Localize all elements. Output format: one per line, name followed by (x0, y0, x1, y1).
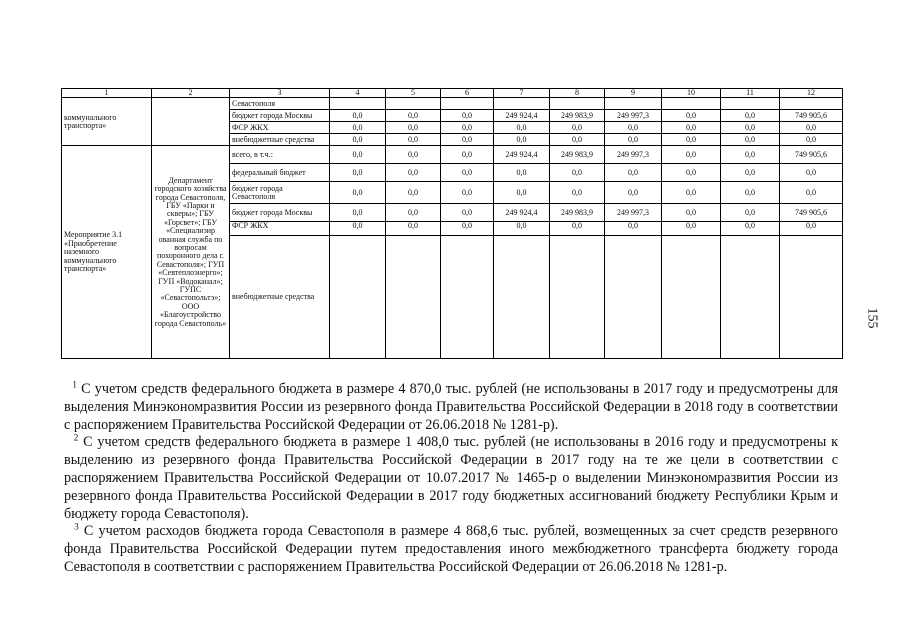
value-cell: 0,0 (330, 182, 386, 204)
column-header: 5 (386, 89, 441, 98)
column-header: 1 (62, 89, 152, 98)
value-cell: 0,0 (386, 122, 441, 134)
value-cell: 0,0 (662, 222, 721, 236)
table-header-row (62, 89, 843, 98)
value-cell: 0,0 (780, 164, 843, 182)
value-cell: 749 905,6 (780, 204, 843, 222)
value-cell: 0,0 (494, 222, 550, 236)
value-cell: 249 997,3 (605, 110, 662, 122)
value-cell: 749 905,6 (780, 110, 843, 122)
footnote-1: $^1$ С учетом средств федерального бюджета в размере 4 870,0 тыс. рублей (не использованы в 2017 году и предусмотрены для выделения Минэкономразвития России из резервного фонда Правительства Российской Федерации в 2018 году в соответствии с распоряжением Правительства Российской Федерации от 26.06.2018 № 1281-р). (64, 379, 839, 433)
funding-source-cell: бюджет города Севастополя (230, 182, 330, 204)
value-cell: 0,0 (605, 122, 662, 134)
value-cell (662, 236, 721, 359)
value-cell: 0,0 (721, 164, 780, 182)
value-cell: 0,0 (494, 182, 550, 204)
table-row (62, 146, 843, 164)
footnote-3: $^3$ С учетом расходов бюджета города Севастополя в размере 4 868,6 тыс. рублей, возмещенных за счет средств резервного фонда Правительства Российской Федерации путем предоставления иного межбюджетного трансферта бюджету города Севастополя в соответствии с распоряжением Правительства Российской Федерации от 26.06.2018 № 1281-р. (64, 521, 839, 575)
value-cell: 0,0 (780, 222, 843, 236)
executor-cell (152, 98, 230, 146)
funding-source-cell: ФСР ЖКХ (230, 122, 330, 134)
column-header: 4 (330, 89, 386, 98)
executor-cell: Департамент городского хозяйства города Севастополя, ГБУ «Парки и скверы»; ГБУ «Горсвет»; ГБУ «Специализир ованная служба по вопросам похоронного дела г. Севастополя»; ГУП «Севтеплоэнерго»; ГУП «Водоканал»; ГУПС «Севастопольтэ»; ООО «Благоустройство города Севастополь» (152, 146, 230, 359)
value-cell: 0,0 (441, 222, 494, 236)
value-cell: 0,0 (721, 222, 780, 236)
value-cell: 0,0 (386, 164, 441, 182)
value-cell: 0,0 (662, 146, 721, 164)
value-cell (330, 98, 386, 110)
value-cell: 249 983,9 (550, 146, 605, 164)
value-cell: 0,0 (721, 182, 780, 204)
value-cell (494, 236, 550, 359)
value-cell (494, 98, 550, 110)
value-cell (721, 98, 780, 110)
value-cell (780, 98, 843, 110)
value-cell (386, 236, 441, 359)
value-cell: 0,0 (605, 164, 662, 182)
value-cell: 0,0 (605, 182, 662, 204)
value-cell: 0,0 (780, 122, 843, 134)
value-cell: 249 924,4 (494, 110, 550, 122)
funding-source-cell: внебюджетные средства (230, 236, 330, 359)
value-cell (662, 98, 721, 110)
value-cell: 0,0 (721, 110, 780, 122)
column-header: 12 (780, 89, 843, 98)
value-cell: 249 924,4 (494, 146, 550, 164)
value-cell: 0,0 (721, 146, 780, 164)
value-cell (330, 236, 386, 359)
value-cell: 749 905,6 (780, 146, 843, 164)
value-cell: 0,0 (662, 204, 721, 222)
value-cell: 0,0 (330, 146, 386, 164)
footnotes (64, 381, 838, 577)
value-cell: 0,0 (386, 222, 441, 236)
value-cell: 0,0 (721, 204, 780, 222)
value-cell: 0,0 (494, 122, 550, 134)
value-cell: 0,0 (441, 204, 494, 222)
column-header: 11 (721, 89, 780, 98)
value-cell: 0,0 (662, 134, 721, 146)
page-number: 155 (864, 307, 880, 329)
value-cell: 249 983,9 (550, 204, 605, 222)
program-name-cell: коммунального транспорта» (62, 98, 152, 146)
funding-source-cell: внебюджетные средства (230, 134, 330, 146)
value-cell: 0,0 (330, 222, 386, 236)
funding-source-cell: ФСР ЖКХ (230, 222, 330, 236)
measure-name-cell: Мероприятие 3.1 «Приобретение наземного коммунального транспорта» (62, 146, 152, 359)
column-header: 9 (605, 89, 662, 98)
value-cell: 0,0 (441, 134, 494, 146)
column-header: 8 (550, 89, 605, 98)
value-cell: 0,0 (662, 164, 721, 182)
value-cell: 0,0 (330, 164, 386, 182)
column-header: 2 (152, 89, 230, 98)
value-cell: 0,0 (330, 110, 386, 122)
value-cell (550, 236, 605, 359)
value-cell: 0,0 (386, 182, 441, 204)
value-cell: 0,0 (330, 134, 386, 146)
budget-table (61, 88, 843, 359)
value-cell (550, 98, 605, 110)
value-cell (386, 98, 441, 110)
value-cell: 0,0 (441, 182, 494, 204)
value-cell: 0,0 (662, 122, 721, 134)
value-cell: 0,0 (494, 164, 550, 182)
column-header: 3 (230, 89, 330, 98)
funding-source-cell: федеральный бюджет (230, 164, 330, 182)
column-header: 6 (441, 89, 494, 98)
value-cell: 0,0 (441, 122, 494, 134)
value-cell: 0,0 (441, 146, 494, 164)
funding-source-cell: бюджет города Москвы (230, 204, 330, 222)
column-header: 7 (494, 89, 550, 98)
value-cell (780, 236, 843, 359)
funding-source-cell: всего, в т.ч.: (230, 146, 330, 164)
value-cell: 0,0 (494, 134, 550, 146)
value-cell: 249 924,4 (494, 204, 550, 222)
value-cell: 249 983,9 (550, 110, 605, 122)
value-cell: 0,0 (550, 222, 605, 236)
value-cell: 0,0 (780, 182, 843, 204)
value-cell: 0,0 (441, 164, 494, 182)
value-cell: 0,0 (441, 110, 494, 122)
value-cell: 0,0 (605, 134, 662, 146)
table-row (62, 98, 843, 110)
value-cell (605, 236, 662, 359)
value-cell: 0,0 (662, 182, 721, 204)
value-cell: 0,0 (386, 204, 441, 222)
funding-source-cell: Севастополя (230, 98, 330, 110)
value-cell: 0,0 (330, 122, 386, 134)
value-cell: 0,0 (550, 122, 605, 134)
footnote-2: $^2$ С учетом средств федерального бюджета в размере 1 408,0 тыс. рублей (не использованы в 2016 году и предусмотрены к выделению из резервного фонда Правительства Российской Федерации в 2017 году на те же цели в соответствии с распоряжением Правительства Российской Федерации от 10.07.2017 № 1465-р о выделении Минэкономразвития России из резервного фонда Правительства Российской Федерации в 2017 году бюджетных ассигнований бюджету Республики Крым и бюджету города Севастополя). (64, 432, 838, 522)
value-cell: 0,0 (721, 122, 780, 134)
value-cell: 0,0 (721, 134, 780, 146)
value-cell (441, 98, 494, 110)
value-cell: 249 997,3 (605, 204, 662, 222)
value-cell: 0,0 (605, 222, 662, 236)
value-cell: 0,0 (550, 134, 605, 146)
value-cell: 0,0 (386, 134, 441, 146)
column-header: 10 (662, 89, 721, 98)
value-cell (441, 236, 494, 359)
value-cell: 0,0 (550, 182, 605, 204)
funding-source-cell: бюджет города Москвы (230, 110, 330, 122)
value-cell: 0,0 (780, 134, 843, 146)
value-cell: 0,0 (386, 110, 441, 122)
value-cell: 0,0 (662, 110, 721, 122)
value-cell: 0,0 (330, 204, 386, 222)
value-cell: 249 997,3 (605, 146, 662, 164)
value-cell (605, 98, 662, 110)
value-cell (721, 236, 780, 359)
value-cell: 0,0 (386, 146, 441, 164)
value-cell: 0,0 (550, 164, 605, 182)
